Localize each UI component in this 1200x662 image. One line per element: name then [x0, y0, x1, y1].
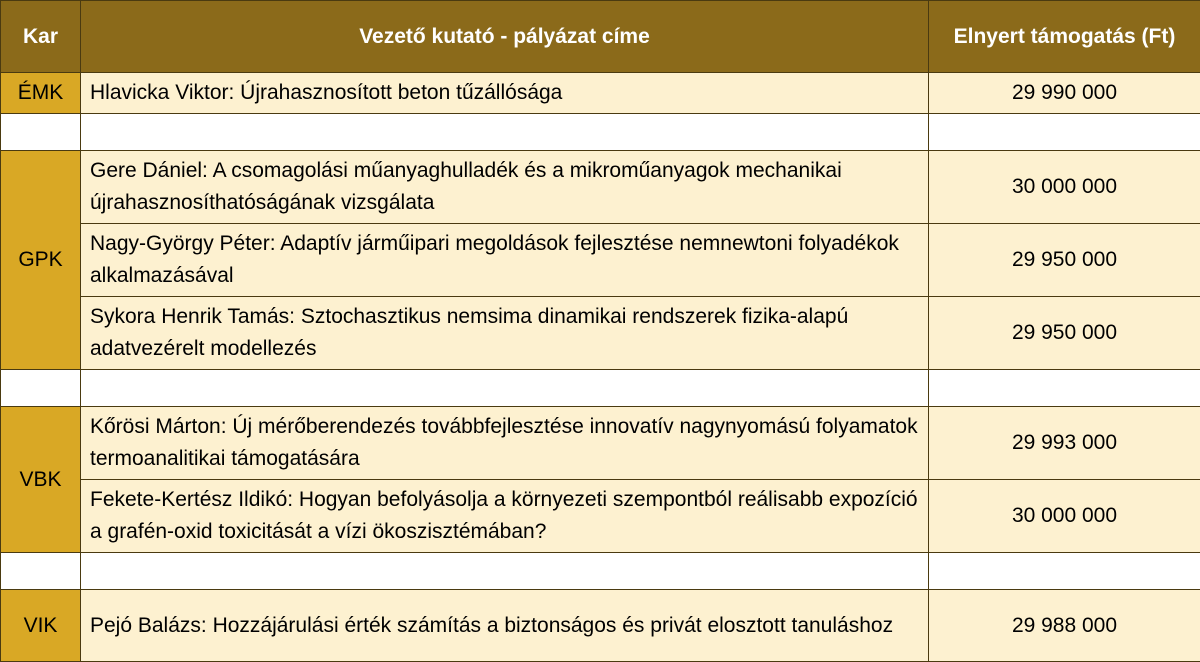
spacer-cell: [81, 553, 929, 590]
table-row: [1, 480, 1200, 553]
faculty-cell: VIK: [1, 590, 81, 662]
spacer-cell: [1, 114, 81, 151]
spacer-cell: [929, 370, 1200, 407]
spacer-row: [1, 553, 1200, 590]
table-row: [1, 407, 1200, 480]
grant-title-cell: Sykora Henrik Tamás: Sztochasztikus nemsima dinamikai rendszerek fizika-alapú adatvezérelt modellezés: [81, 297, 929, 370]
table-row: [1, 297, 1200, 370]
grant-amount-cell: 29 990 000: [929, 73, 1200, 114]
grant-title-cell: Pejó Balázs: Hozzájárulási érték számítás a biztonságos és privát elosztott tanuláshoz: [81, 590, 929, 662]
grant-title-cell: Nagy-György Péter: Adaptív járműipari megoldások fejlesztése nemnewtoni folyadékok alkalmazásával: [81, 224, 929, 297]
table-row: [1, 224, 1200, 297]
spacer-cell: [81, 114, 929, 151]
grant-amount-cell: 29 950 000: [929, 224, 1200, 297]
grant-amount-cell: 30 000 000: [929, 151, 1200, 224]
spacer-row: [1, 370, 1200, 407]
spacer-cell: [1, 370, 81, 407]
faculty-cell: VBK: [1, 407, 81, 553]
faculty-cell: ÉMK: [1, 73, 81, 114]
grant-amount-cell: 29 988 000: [929, 590, 1200, 662]
spacer-cell: [929, 553, 1200, 590]
header-title: Vezető kutató - pályázat címe: [81, 1, 929, 73]
spacer-cell: [929, 114, 1200, 151]
grant-amount-cell: 29 993 000: [929, 407, 1200, 480]
grant-title-cell: Hlavicka Viktor: Újrahasznosított beton tűzállósága: [81, 73, 929, 114]
grant-title-cell: Kőrösi Márton: Új mérőberendezés továbbfejlesztése innovatív nagynyomású folyamatok termoanalitikai támogatására: [81, 407, 929, 480]
header-kar: Kar: [1, 1, 81, 73]
faculty-cell: GPK: [1, 151, 81, 370]
spacer-row: [1, 114, 1200, 151]
header-amount: Elnyert támogatás (Ft): [929, 1, 1200, 73]
spacer-cell: [1, 553, 81, 590]
header-row: [1, 1, 1200, 73]
grant-amount-cell: 30 000 000: [929, 480, 1200, 553]
spacer-cell: [81, 370, 929, 407]
grant-title-cell: Gere Dániel: A csomagolási műanyaghulladék és a mikroműanyagok mechanikai újrahasznosíthatóságának vizsgálata: [81, 151, 929, 224]
grant-title-cell: Fekete-Kertész Ildikó: Hogyan befolyásolja a környezeti szempontból reálisabb expozíció a grafén-oxid toxicitását a vízi ökoszisztémában?: [81, 480, 929, 553]
table-row: [1, 73, 1200, 114]
grant-amount-cell: 29 950 000: [929, 297, 1200, 370]
table-row: [1, 151, 1200, 224]
